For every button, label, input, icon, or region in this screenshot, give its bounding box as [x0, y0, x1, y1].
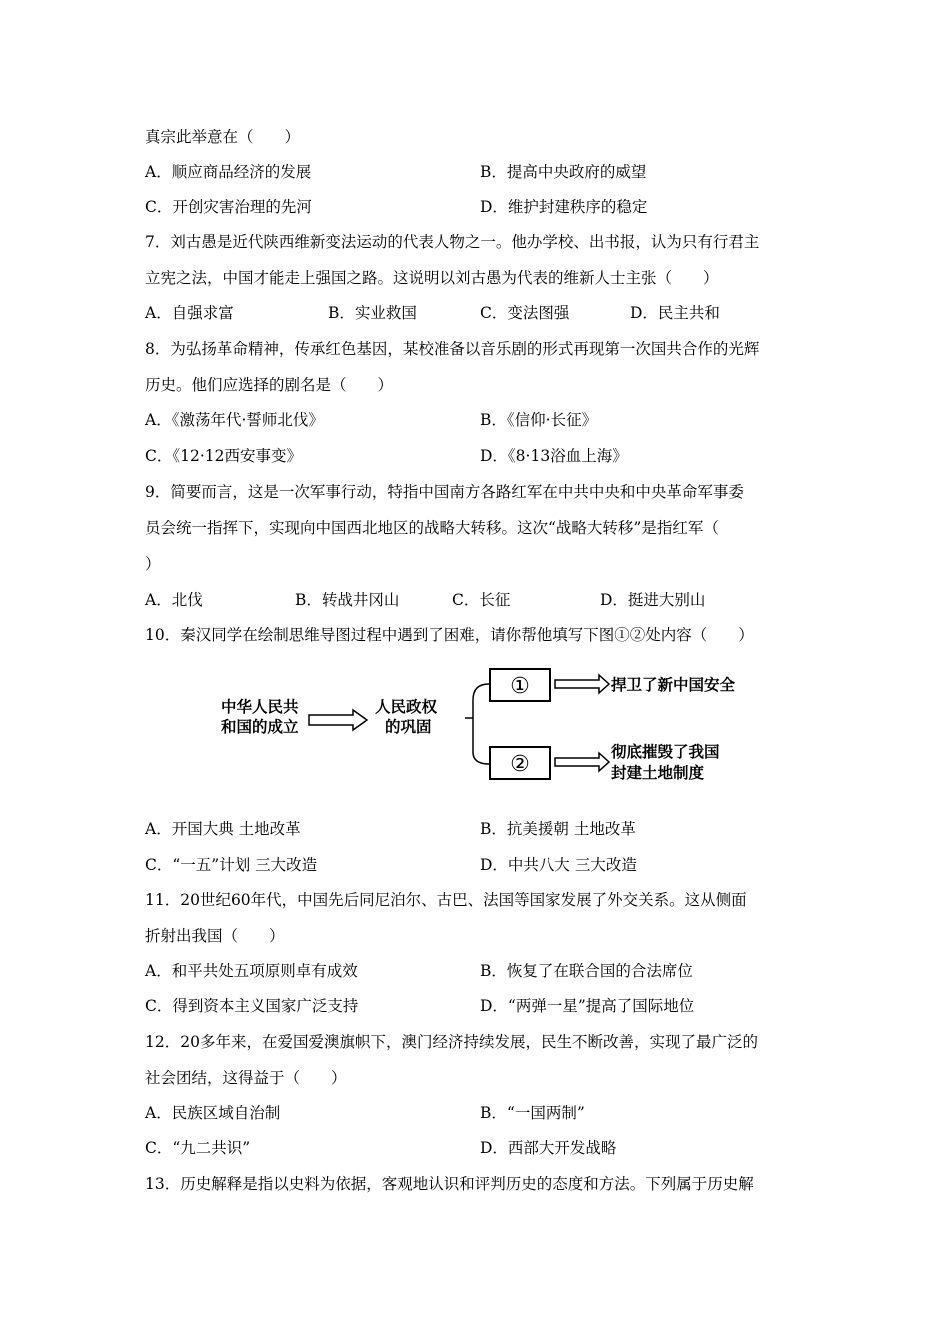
question-11-stem-line2: 折射出我国（ ） — [145, 927, 285, 945]
q6-option-b[interactable]: B．提高中央政府的威望 — [480, 163, 647, 181]
question-13-stem-line1: 13．历史解释是指以史料为依据，客观地认识和评判历史的态度和方法。下列属于历史解 — [145, 1175, 754, 1193]
question-12-stem-line2: 社会团结，这得益于（ ） — [145, 1069, 347, 1087]
q9-option-d[interactable]: D．挺进大别山 — [600, 591, 706, 609]
q11-option-d[interactable]: D．“两弹一星”提高了国际地位 — [480, 997, 695, 1015]
q7-option-d[interactable]: D．民主共和 — [630, 304, 720, 322]
q10-option-c[interactable]: C．“一五”计划 三大改造 — [145, 856, 318, 874]
q9-option-b[interactable]: B．转战井冈山 — [295, 591, 400, 609]
q10-option-d[interactable]: D．中共八大 三大改造 — [480, 856, 637, 874]
question-8-stem-line1: 8．为弘扬革命精神，传承红色基因，某校准备以音乐剧的形式再现第一次国共合作的光辉 — [145, 340, 760, 358]
q12-option-c[interactable]: C．“九二共识” — [145, 1139, 251, 1157]
question-11-stem-line1: 11．20世纪60年代，中国先后同尼泊尔、古巴、法国等国家发展了外交关系。这从侧面 — [145, 891, 747, 909]
arrow-left-to-middle — [309, 710, 367, 730]
q7-option-c[interactable]: C．变法图强 — [480, 304, 570, 322]
q9-option-c[interactable]: C．长征 — [452, 591, 511, 609]
arrow-box1-to-result — [555, 675, 609, 693]
q11-option-a[interactable]: A．和平共处五项原则卓有成效 — [145, 962, 358, 980]
q9-option-a[interactable]: A．北伐 — [145, 591, 203, 609]
diagram-result-2-line1: 彻底摧毁了我国 — [611, 743, 720, 761]
q8-option-b[interactable]: B．《信仰·长征》 — [480, 411, 598, 429]
q6-option-d[interactable]: D．维护封建秩序的稳定 — [480, 198, 648, 216]
q8-option-c[interactable]: C．《12·12西安事变》 — [145, 447, 302, 465]
question-10-stem: 10．秦汉同学在绘制思维导图过程中遇到了困难，请你帮他填写下图①②处内容（ ） — [145, 626, 754, 644]
q12-option-d[interactable]: D．西部大开发战略 — [480, 1139, 617, 1157]
diagram-result-2-line2: 封建土地制度 — [611, 764, 705, 782]
q7-option-a[interactable]: A．自强求富 — [145, 304, 234, 322]
branch-connector — [465, 684, 489, 764]
mind-map-diagram — [205, 660, 765, 790]
q12-option-b[interactable]: B．“一国两制” — [480, 1104, 585, 1122]
question-6-stem-tail: 真宗此举意在（ ） — [145, 128, 301, 146]
diagram-left-line2: 和国的成立 — [221, 718, 299, 736]
question-12-stem-line1: 12．20多年来，在爱国爱澳旗帜下，澳门经济持续发展，民生不断改善，实现了最广泛的 — [145, 1033, 758, 1051]
q6-option-c[interactable]: C．开创灾害治理的先河 — [145, 198, 312, 216]
blank-box-1-label: ① — [510, 674, 530, 699]
q11-option-b[interactable]: B．恢复了在联合国的合法席位 — [480, 962, 693, 980]
question-8-stem-line2: 历史。他们应选择的剧名是（ ） — [145, 376, 394, 394]
q10-option-b[interactable]: B．抗美援朝 土地改革 — [480, 820, 636, 838]
q6-option-a[interactable]: A．顺应商品经济的发展 — [145, 163, 312, 181]
blank-box-2-label: ② — [510, 752, 530, 777]
diagram-middle-line1: 人民政权 — [375, 698, 438, 716]
question-9-stem-line3: ） — [145, 555, 161, 573]
arrow-box2-to-result — [555, 753, 609, 771]
question-7-stem-line2: 立宪之法，中国才能走上强国之路。这说明以刘古愚为代表的维新人士主张（ ） — [145, 269, 719, 287]
diagram-middle-line2: 的巩固 — [385, 718, 432, 736]
question-7-stem-line1: 7．刘古愚是近代陕西维新变法运动的代表人物之一。他办学校、出书报，认为只有行君主 — [145, 233, 760, 251]
q8-option-a[interactable]: A．《激荡年代·誓师北伐》 — [145, 411, 324, 429]
q10-option-a[interactable]: A．开国大典 土地改革 — [145, 820, 301, 838]
diagram-result-1: 捍卫了新中国安全 — [611, 676, 736, 694]
question-9-stem-line1: 9．简要而言，这是一次军事行动，特指中国南方各路红军在中共中央和中央革命军事委 — [145, 483, 744, 501]
q11-option-c[interactable]: C．得到资本主义国家广泛支持 — [145, 997, 359, 1015]
q12-option-a[interactable]: A．民族区域自治制 — [145, 1104, 281, 1122]
q7-option-b[interactable]: B．实业救国 — [328, 304, 417, 322]
question-9-stem-line2: 员会统一指挥下，实现向中国西北地区的战略大转移。这次“战略大转移”是指红军（ — [145, 519, 719, 537]
diagram-left-line1: 中华人民共 — [221, 698, 299, 716]
q8-option-d[interactable]: D．《8·13浴血上海》 — [480, 447, 628, 465]
